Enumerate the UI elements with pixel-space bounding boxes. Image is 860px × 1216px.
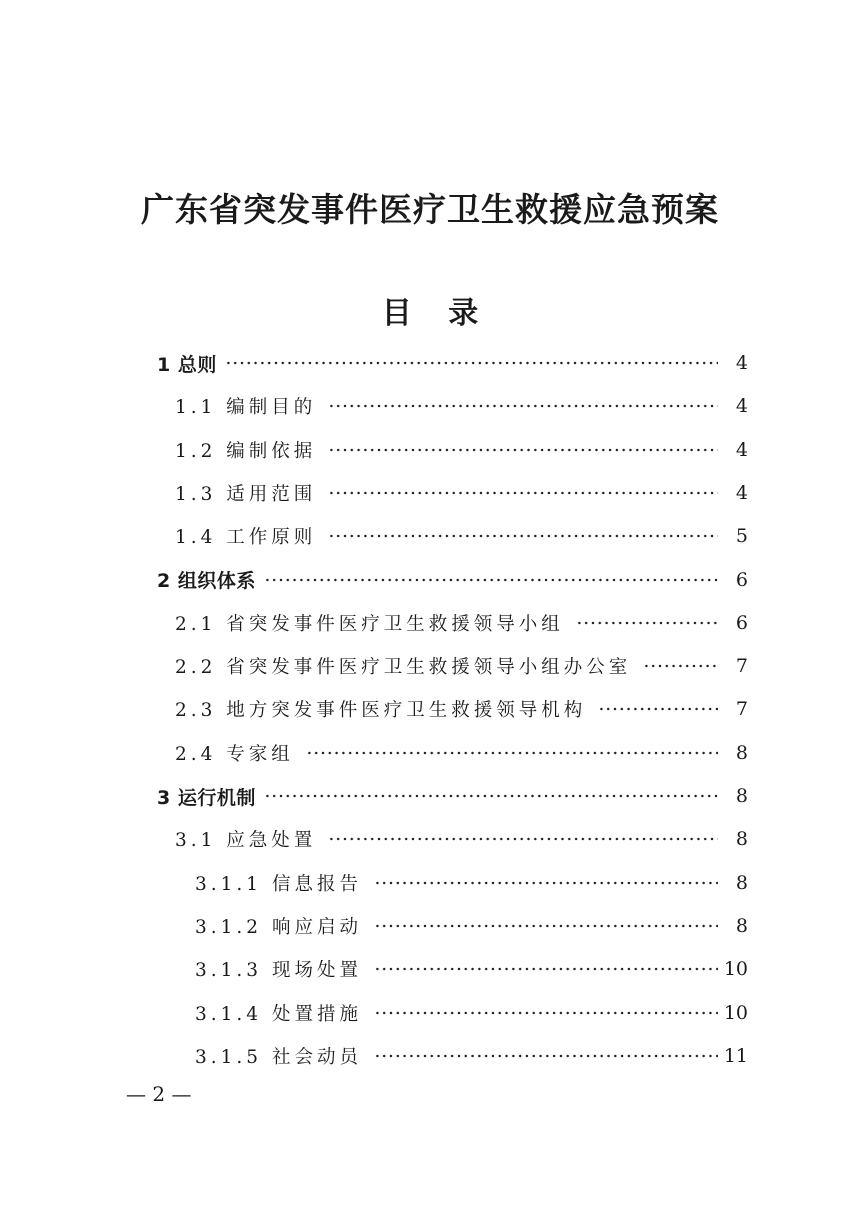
- toc-entry[interactable]: [195, 911, 748, 941]
- toc-entry[interactable]: [175, 391, 748, 421]
- dot-leader: [264, 792, 718, 800]
- toc-entry-page-number: 8: [735, 741, 748, 764]
- toc-entry-page-number: 10: [723, 1001, 748, 1024]
- page-number-footer: — 2 —: [126, 1082, 192, 1106]
- toc-entry-page-number: 4: [735, 352, 748, 374]
- toc-entry-title: 3.1.4 处置措施: [195, 1003, 362, 1025]
- toc-entry[interactable]: [157, 781, 748, 811]
- toc-entry-title: 3.1.2 响应启动: [195, 916, 362, 938]
- toc-entry[interactable]: [175, 435, 748, 465]
- toc-entry-page-number: 10: [723, 958, 748, 981]
- toc-entry[interactable]: [175, 608, 748, 638]
- toc-entry[interactable]: [175, 824, 748, 854]
- toc-entry-title: 1.2 编制依据: [175, 440, 317, 462]
- dot-leader: [374, 1009, 718, 1017]
- toc-entry[interactable]: [175, 521, 748, 551]
- dot-leader: [328, 532, 718, 540]
- toc-entry[interactable]: [175, 651, 748, 681]
- dot-leader: [328, 446, 718, 454]
- toc-heading: 目 录: [381, 296, 479, 331]
- toc-entry-page-number: 8: [735, 785, 748, 807]
- toc-entry[interactable]: [157, 348, 748, 378]
- toc-entry-page-number: 7: [735, 655, 748, 678]
- dot-leader: [374, 965, 718, 973]
- toc-entry-page-number: 6: [735, 568, 748, 591]
- toc-entry-title: 2 组织体系: [157, 570, 256, 592]
- toc-entry-page-number: 7: [735, 698, 748, 721]
- toc-entry[interactable]: [157, 565, 748, 595]
- dot-leader: [306, 749, 718, 757]
- toc-entry-title: 3.1 应急处置: [175, 830, 317, 852]
- toc-entry[interactable]: [175, 478, 748, 508]
- toc-entry-title: 2.3 地方突发事件医疗卫生救援领导机构: [175, 700, 587, 722]
- toc-entry-page-number: 6: [735, 611, 748, 634]
- toc-entry-title: 1.4 工作原则: [175, 527, 317, 549]
- toc-entry[interactable]: [175, 694, 748, 724]
- toc-entry-title: 3.1.5 社会动员: [195, 1046, 362, 1068]
- toc-entry-title: 3 运行机制: [157, 786, 256, 809]
- toc-entry-title: 2.4 专家组: [175, 743, 294, 765]
- toc-entry-title: 3.1.3 现场处置: [195, 960, 362, 982]
- toc-entry-page-number: 8: [735, 914, 748, 937]
- toc-entry-title: 2.2 省突发事件医疗卫生救援领导小组办公室: [175, 657, 632, 679]
- dot-leader: [328, 835, 718, 843]
- toc-entry[interactable]: [195, 998, 748, 1028]
- toc-entry-title: 1.3 适用范围: [175, 483, 317, 505]
- toc-entry-page-number: 8: [735, 871, 748, 894]
- toc-entry-title: 1.1 编制目的: [175, 397, 317, 419]
- dot-leader: [374, 879, 718, 887]
- dot-leader: [225, 359, 718, 367]
- dot-leader: [374, 1052, 718, 1060]
- toc-entry-page-number: 11: [723, 1044, 748, 1067]
- toc-entry-page-number: 5: [735, 525, 748, 548]
- toc-entry-title: 3.1.1 信息报告: [195, 873, 362, 895]
- toc-entry[interactable]: [195, 954, 748, 984]
- toc-entry-page-number: 4: [735, 438, 748, 461]
- toc-entry-title: 2.1 省突发事件医疗卫生救援领导小组: [175, 613, 564, 635]
- dot-leader: [598, 705, 718, 713]
- dot-leader: [264, 576, 718, 584]
- document-title: 广东省突发事件医疗卫生救援应急预案: [141, 190, 719, 229]
- toc-entry-page-number: 8: [735, 828, 748, 851]
- toc-entry-page-number: 4: [735, 395, 748, 418]
- dot-leader: [328, 489, 718, 497]
- toc-entry[interactable]: [195, 1041, 748, 1071]
- toc-entry-page-number: 4: [735, 481, 748, 504]
- dot-leader: [643, 662, 718, 670]
- toc-entry-title: 1 总则: [157, 353, 217, 376]
- dot-leader: [374, 922, 718, 930]
- toc-entry[interactable]: [195, 868, 748, 898]
- dot-leader: [576, 619, 718, 627]
- toc-entry[interactable]: [175, 738, 748, 768]
- dot-leader: [328, 402, 718, 410]
